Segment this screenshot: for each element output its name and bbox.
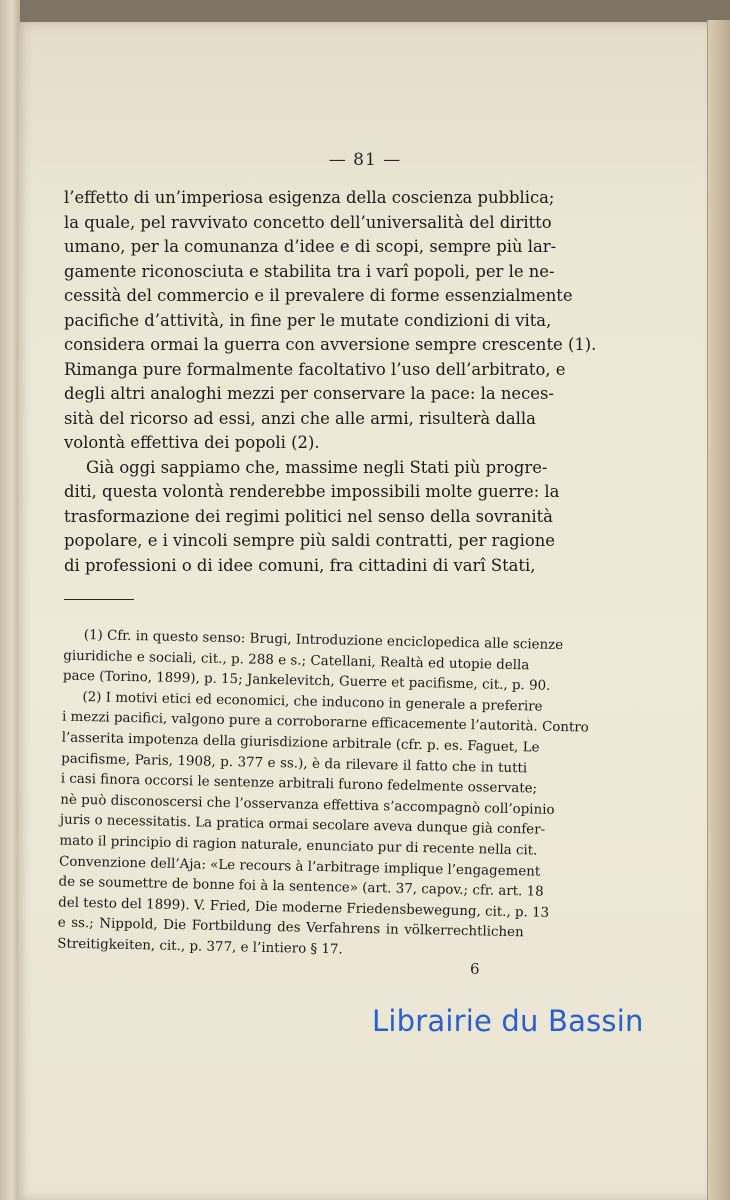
body-line: umano, per la comunanza d’idee e di scopi, sempre più lar- [64, 237, 557, 256]
footnote-line: giuridiche e sociali, cit., p. 288 e s.; Catellani, Realtà ed utopie della [63, 648, 530, 673]
footnote-line: nè può disconoscersi che l’osservanza effettiva s’accompagnò coll’opinio [60, 792, 555, 818]
footnote-line: i mezzi pacifici, valgono pure a corroborarne efficacemente l’autorità. Contro [61, 709, 589, 736]
body-line: popolare, e i vincoli sempre più saldi contratti, per ragione [64, 531, 555, 550]
footnote-line: i casi finora occorsi le sentenze arbitrali furono fedelmente osservate; [60, 771, 538, 797]
body-line: l’effetto di un’imperiosa esigenza della coscienza pubblica; [64, 188, 555, 207]
footnote-line: pace (Torino, 1899), p. 15; Jankelevitch, Guerre et pacifisme, cit., p. 90. [62, 668, 551, 694]
body-line: di professioni o di idee comuni, fra cittadini di varî Stati, [64, 555, 536, 575]
footnote-line: e ss.; Nippold, Die Fortbildung des Verfahrens in völkerrechtlichen [57, 915, 524, 941]
page-fore-edge [707, 20, 730, 1200]
watermark: Librairie du Bassin [372, 1004, 644, 1038]
footnote-line: (1) Cfr. in questo senso: Brugi, Introduzione enciclopedica alle scienze [83, 627, 564, 654]
body-line: cessità del commercio e il prevalere di forme essenzialmente [64, 286, 573, 305]
page-number: — 81 — [328, 150, 402, 170]
footnote-line: mato il principio di ragion naturale, enunciato pur di recente nella cit. [59, 833, 538, 859]
body-line: Già oggi sappiamo che, massime negli Stati più progre- [86, 457, 548, 477]
footnote-line: Streitigkeiten, cit., p. 377, e l’intiero § 17. [57, 936, 343, 958]
body-line: degli altri analoghi mezzi per conservare la pace: la neces- [64, 384, 554, 403]
footnote-line: de se soumettre de bonne foi à la sentence» (art. 37, capov.; cfr. art. 18 [58, 874, 544, 900]
body-line: volontà effettiva dei popoli (2). [64, 433, 320, 452]
footnote-line: Convenzione dell’Aja: «Le recours à l’arbitrage implique l’engagement [58, 854, 541, 880]
footnote-line: pacifisme, Paris, 1908, p. 377 e ss.), è da rilevare il fatto che in tutti [61, 751, 528, 776]
footnote-line: juris o necessitatis. La pratica ormai secolare aveva dunque già confer- [59, 812, 546, 839]
body-line: considera ormai la guerra con avversione sempre crescente (1). [64, 335, 597, 354]
body-line: gamente riconosciuta e stabilita tra i varî popoli, per le ne- [64, 261, 555, 281]
body-line: Rimanga pure formalmente facoltativo l’uso dell’arbitrato, e [64, 359, 566, 379]
footnote-line: del testo del 1899). V. Fried, Die moderne Friedensbewegung, cit., p. 13 [58, 895, 550, 921]
body-line: trasformazione dei regimi politici nel senso della sovranità [64, 506, 553, 526]
footnote-line: (2) I motivi etici ed economici, che inducono in generale a preferire [82, 689, 543, 715]
footnote-separator [64, 599, 134, 600]
previous-page-edge [0, 0, 20, 1200]
footnote-line: l’asserita impotenza della giurisdizione arbitrale (cfr. p. es. Faguet, Le [61, 730, 540, 756]
printer-signature: 6 [470, 960, 480, 978]
body-line: diti, questa volontà renderebbe impossibili molte guerre: la [64, 482, 560, 501]
main-text [64, 186, 597, 578]
body-line: la quale, pel ravvivato concetto dell’universalità del diritto [64, 212, 552, 232]
footnotes [57, 626, 589, 965]
body-line: sità del ricorso ad essi, anzi che alle armi, risulterà dalla [64, 408, 536, 428]
body-line: pacifiche d’attività, in fine per le mutate condizioni di vita, [64, 310, 552, 330]
